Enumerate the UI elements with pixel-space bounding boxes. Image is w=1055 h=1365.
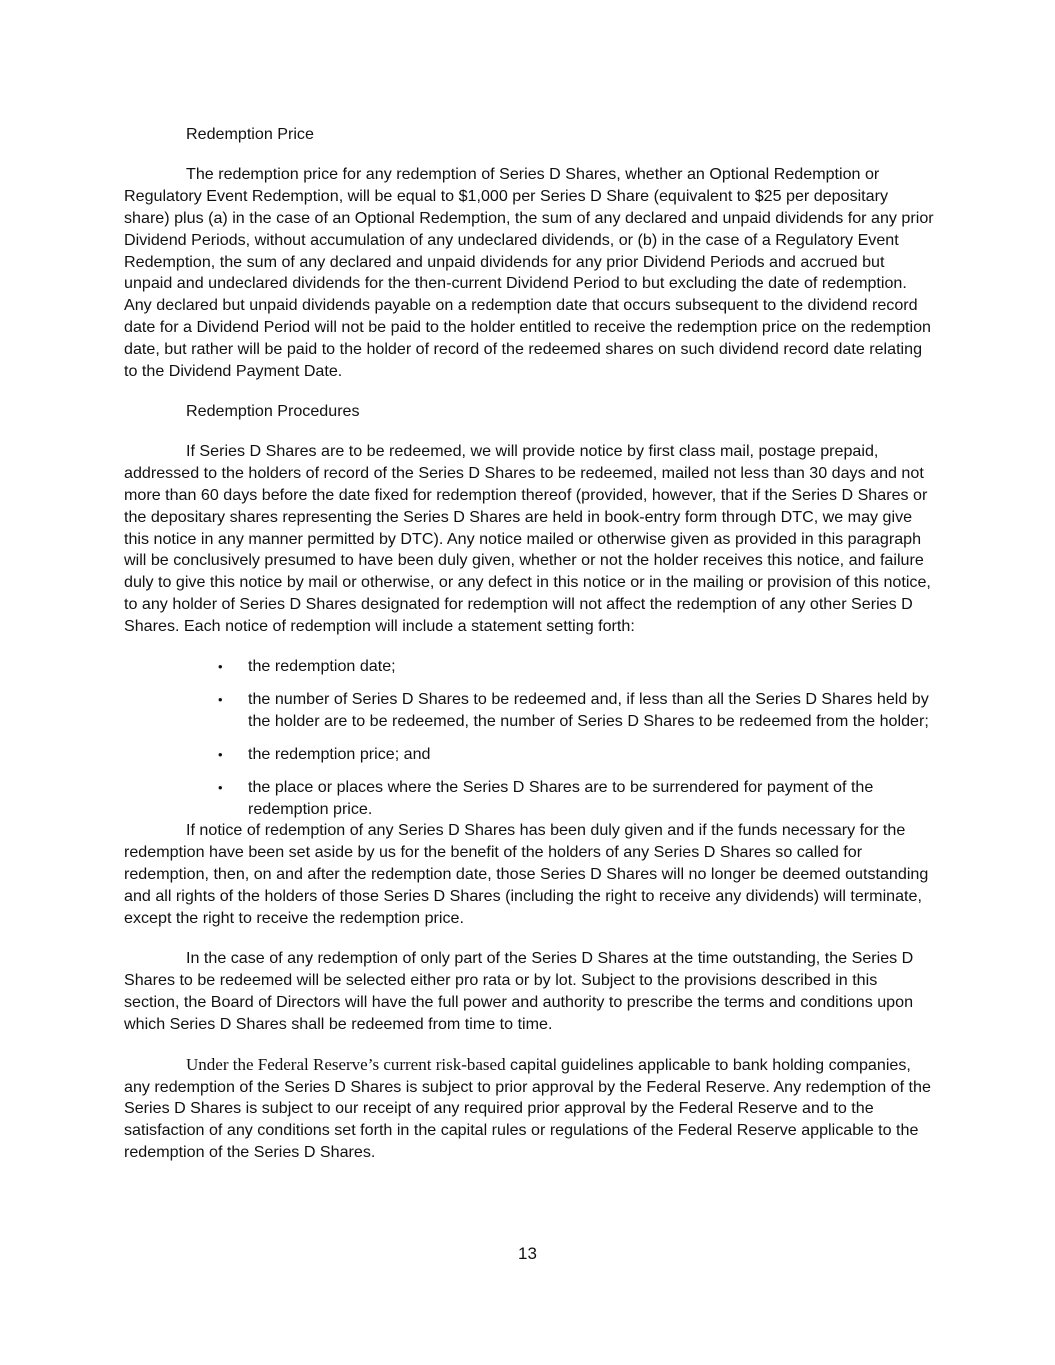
list-item xyxy=(124,777,934,821)
bullet-icon: • xyxy=(218,659,223,675)
list-item-text: the place or places where the Series D Shares are to be surrendered for payment of the redemption price. xyxy=(248,777,874,818)
list-item-text: the redemption price; and xyxy=(248,744,431,763)
list-item xyxy=(124,689,934,733)
list-item xyxy=(124,656,934,678)
notice-contents-list xyxy=(124,656,934,820)
bullet-icon: • xyxy=(218,779,223,795)
federal-reserve-rest-text: capital guidelines applicable to bank holding companies, any redemption of the Series D Shares is subject to prior approval by the Federal Reserve. Any redemption of the Series D Shares is subject to our receipt of any required prior approval by the Federal Reserve and to the satisfaction of any conditions set forth in the capital rules or regulations of the Federal Reserve applicable to the redemption of the Series D Shares. xyxy=(124,1055,931,1162)
federal-reserve-lead-text: Under the Federal Reserve’s current risk-based xyxy=(186,1054,506,1074)
redemption-price-paragraph: The redemption price for any redemption of Series D Shares, whether an Optional Redemption or Regulatory Event Redemption, will be equal to $1,000 per Series D Share (equivalent to $25 per depositary share) plus (a) in the case of an Optional Redemption, the sum of any declared and unpaid dividends for any prior Dividend Periods, without accumulation of any undeclared dividends, or (b) in the case of a Regulatory Event Redemption, the sum of any declared and unpaid dividends for any prior Dividend Periods and accrued but unpaid and undeclared dividends for the then-current Dividend Period to but excluding the date of redemption. Any declared but unpaid dividends payable on a redemption date that occurs subsequent to the dividend record date for a Dividend Period will not be paid to the holder entitled to receive the redemption price on the redemption date, but rather will be paid to the holder of record of the redeemed shares on such dividend record date relating to the Dividend Payment Date. xyxy=(124,164,934,381)
partial-redemption-paragraph: In the case of any redemption of only part of the Series D Shares at the time outstanding, the Series D Shares to be redeemed will be selected either pro rata or by lot. Subject to the provisions described in this section, the Board of Directors will have the full power and authority to prescribe the terms and conditions upon which Series D Shares shall be redeemed from time to time. xyxy=(124,949,914,1033)
notice-effect-paragraph: If notice of redemption of any Series D Shares has been duly given and if the funds necessary for the redemption have been set aside by us for the benefit of the holders of any Series D Shares so called for redemption, then, on and after the redemption date, those Series D Shares will no longer be deemed outstanding and all rights of the holders of those Series D Shares (including the right to receive any dividends) will terminate, except the right to receive the redemption price. xyxy=(124,821,929,928)
bullet-icon: • xyxy=(218,691,223,707)
list-item xyxy=(124,744,934,766)
section-heading-redemption-price: Redemption Price xyxy=(186,125,314,143)
page-body xyxy=(124,124,934,1182)
bullet-icon: • xyxy=(218,746,223,762)
federal-reserve-approval-paragraph xyxy=(124,1054,934,1165)
list-item-text: the number of Series D Shares to be redeemed and, if less than all the Series D Shares held by the holder are to be redeemed, the number of Series D Shares to be redeemed from the holder; xyxy=(248,689,929,730)
section-heading-redemption-procedures: Redemption Procedures xyxy=(186,401,360,420)
list-item-text: the redemption date; xyxy=(248,657,396,676)
redemption-procedures-intro-paragraph: If Series D Shares are to be redeemed, we will provide notice by first class mail, postage prepaid, addressed to the holders of record of the Series D Shares to be redeemed, mailed not less than 30 days and not more than 60 days before the date fixed for redemption thereof (provided, however, that if the Series D Shares or the depositary shares representing the Series D Shares are held in book-entry form through DTC, we may give this notice in any manner permitted by DTC). Any notice mailed or otherwise given as provided in this paragraph will be conclusively presumed to have been duly given, whether or not the holder receives this notice, and failure duly to give this notice by mail or otherwise, or any defect in this notice or in the mailing or provision of this notice, to any holder of Series D Shares designated for redemption will not affect the redemption of any other Series D Shares. Each notice of redemption will include a statement setting forth: xyxy=(124,441,931,636)
page-number: 13 xyxy=(518,1244,537,1263)
